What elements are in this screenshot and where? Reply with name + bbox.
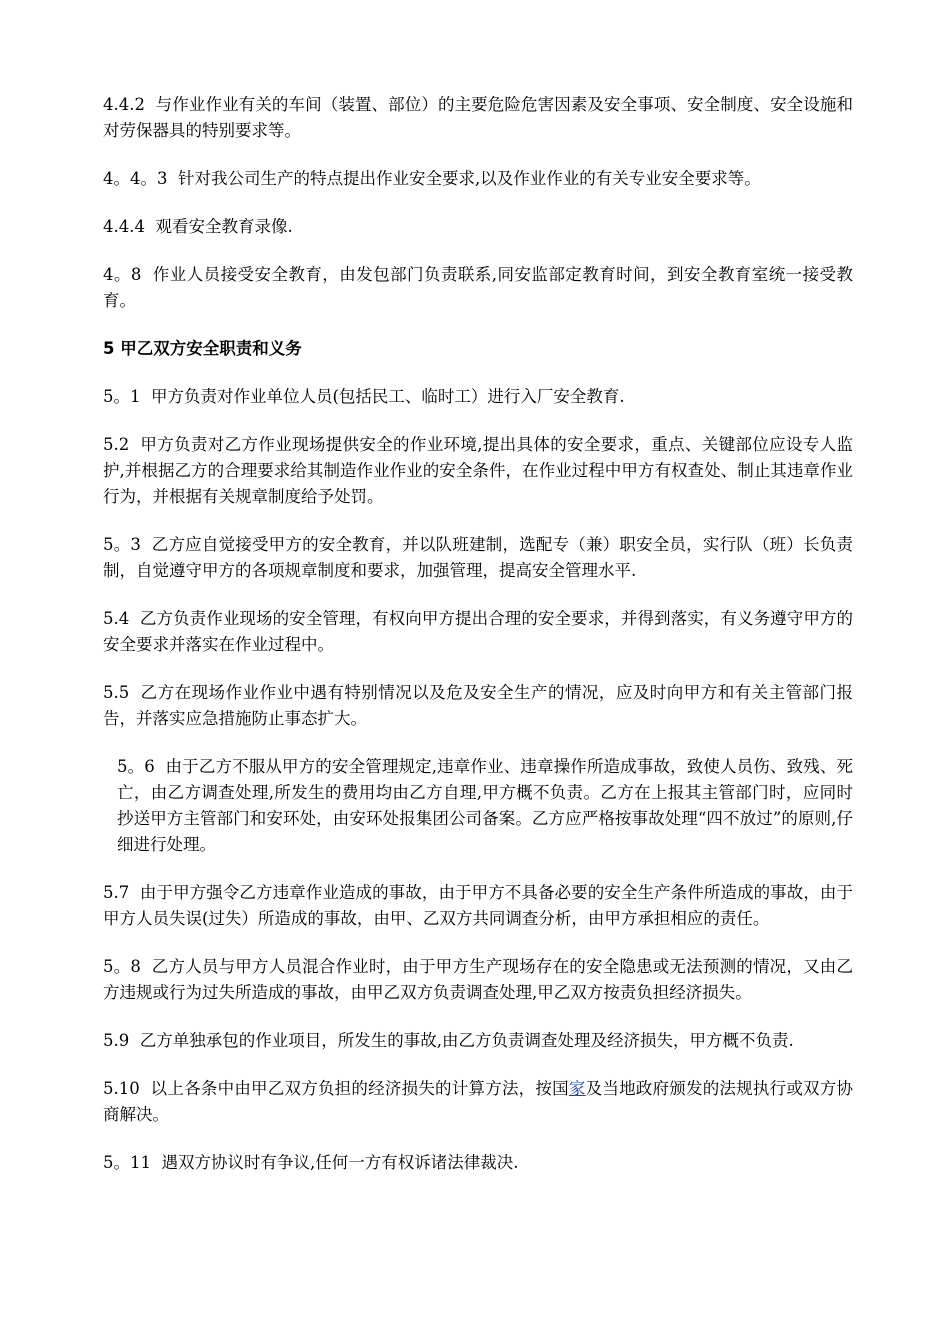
clause-5-10 (103, 1076, 853, 1128)
clause-5-3: 5。3 乙方应自觉接受甲方的安全教育，并以队班建制，选配专（兼）职安全员，实行队（班）长负责制，自觉遵守甲方的各项规章制度和要求，加强管理，提高安全管理水平. (103, 535, 853, 580)
clause-5-5: 5.5 乙方在现场作业作业中遇有特别情况以及危及安全生产的情况，应及时向甲方和有关主管部门报告，并落实应急措施防止事态扩大。 (103, 683, 853, 728)
hyperlink-jia[interactable]: 家 (568, 1079, 586, 1098)
section-5-heading: 5 甲乙双方安全职责和义务 (103, 339, 302, 358)
clause-5-4: 5.4 乙方负责作业现场的安全管理，有权向甲方提出合理的安全要求，并得到落实，有义务遵守甲方的安全要求并落实在作业过程中。 (103, 609, 853, 654)
clause-4-8: 4。8 作业人员接受安全教育，由发包部门负责联系,同安监部定教育时间，到安全教育室统一接受教育。 (103, 265, 853, 310)
clause-4-4-2: 4.4.2 与作业作业有关的车间（装置、部位）的主要危险危害因素及安全事项、安全制度、安全设施和对劳保器具的特别要求等。 (103, 95, 853, 140)
clause-5-11: 5。11 遇双方协议时有争议,任何一方有权诉诸法律裁决. (103, 1153, 519, 1172)
clause-4-4-3: 4。4。3 针对我公司生产的特点提出作业安全要求,以及作业作业的有关专业安全要求等。 (103, 169, 761, 188)
clause-5-9: 5.9 乙方单独承包的作业项目，所发生的事故,由乙方负责调查处理及经济损失，甲方概不负责. (103, 1031, 794, 1050)
clause-5-10-text-start: 5.10 以上各条中由甲乙双方负担的经济损失的计算方法，按国 (103, 1079, 569, 1098)
clause-5-7: 5.7 由于甲方强令乙方违章作业造成的事故，由于甲方不具备必要的安全生产条件所造成的事故，由于甲方人员失误(过失）所造成的事故，由甲、乙双方共同调查分析，由甲方承担相应的责任。 (103, 883, 853, 928)
clause-5-8: 5。8 乙方人员与甲方人员混合作业时，由于甲方生产现场存在的安全隐患或无法预测的情况，又由乙方违规或行为过失所造成的事故，由甲乙双方负责调查处理,甲乙双方按责负担经济损失。 (103, 957, 853, 1002)
clause-5-1: 5。1 甲方负责对作业单位人员(包括民工、临时工）进行入厂安全教育. (103, 387, 625, 406)
clause-5-2: 5.2 甲方负责对乙方作业现场提供安全的作业环境,提出具体的安全要求，重点、关键部位应设专人监护,并根据乙方的合理要求给其制造作业作业的安全条件，在作业过程中甲方有权查处、制止其违章作业行为，并根据有关规章制度给予处罚。 (103, 435, 853, 506)
clause-5-6: 5。6 由于乙方不服从甲方的安全管理规定,违章作业、违章操作所造成事故，致使人员伤、致残、死亡，由乙方调查处理,所发生的费用均由乙方自理,甲方概不负责。乙方在上报其主管部门时，应同时抄送甲方主管部门和安环处，由安环处报集团公司备案。乙方应严格按事故处理“四不放过”的原则,仔细进行处理。 (117, 757, 853, 854)
clause-4-4-4: 4.4.4 观看安全教育录像. (103, 217, 293, 236)
document-body (103, 92, 853, 1198)
clause-5-10-text-end: 及当地政府颁发的法规执行或双方协商解决。 (103, 1079, 854, 1124)
